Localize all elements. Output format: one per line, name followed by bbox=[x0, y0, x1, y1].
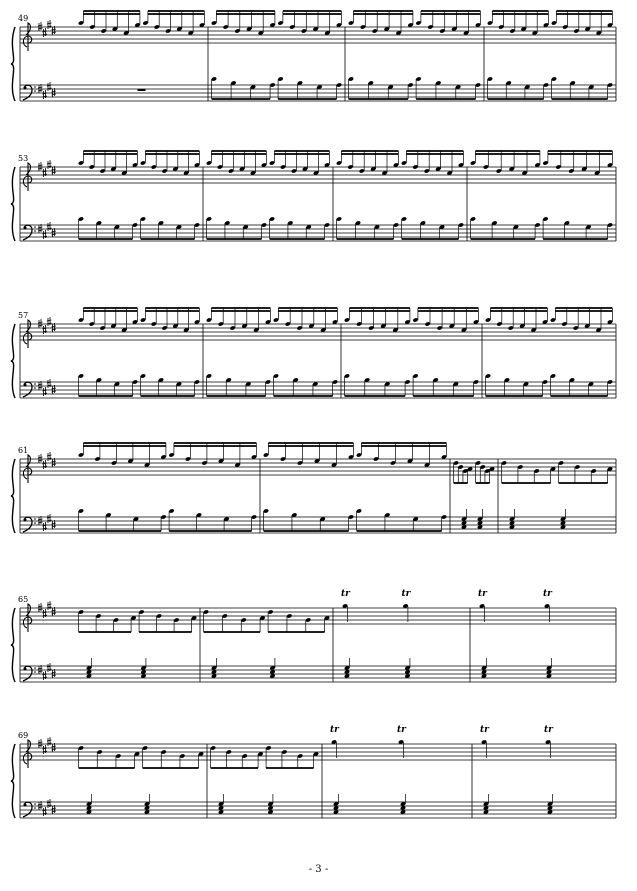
measure bbox=[331, 739, 406, 814]
trill-mark: tr bbox=[341, 589, 350, 599]
measure-number: 49 bbox=[18, 14, 29, 23]
brace bbox=[11, 27, 15, 101]
measure bbox=[206, 151, 330, 239]
measure bbox=[470, 151, 613, 239]
key-signature bbox=[38, 379, 56, 396]
measure bbox=[206, 308, 338, 396]
key-signature bbox=[38, 317, 56, 334]
trill-mark: tr bbox=[478, 589, 487, 599]
bass-clef-icon bbox=[23, 85, 36, 100]
key-signature bbox=[38, 20, 56, 37]
bass-clef-icon bbox=[23, 802, 36, 817]
music-system bbox=[11, 308, 616, 398]
brace bbox=[11, 167, 15, 241]
treble-staff bbox=[20, 324, 616, 340]
key-signature bbox=[38, 663, 56, 680]
key-signature bbox=[38, 601, 56, 618]
music-system bbox=[11, 11, 616, 101]
measure bbox=[487, 11, 613, 99]
measure bbox=[263, 443, 447, 531]
bass-clef-icon bbox=[23, 517, 36, 532]
brace bbox=[11, 324, 15, 398]
key-signature bbox=[38, 452, 56, 469]
measure bbox=[336, 151, 464, 239]
key-signature bbox=[38, 160, 56, 177]
measure-number: 57 bbox=[18, 311, 29, 320]
bass-clef-icon bbox=[23, 666, 36, 681]
brace bbox=[11, 608, 15, 682]
treble-staff bbox=[20, 608, 616, 624]
measure-number: 61 bbox=[18, 446, 29, 455]
music-system bbox=[11, 151, 616, 241]
bass-staff bbox=[20, 802, 616, 818]
bass-staff bbox=[20, 666, 616, 682]
measure bbox=[78, 151, 200, 239]
key-signature bbox=[38, 82, 56, 99]
measure bbox=[348, 11, 481, 99]
measure bbox=[479, 603, 552, 678]
measure-number: 65 bbox=[18, 595, 29, 604]
trill-mark: tr bbox=[401, 589, 411, 599]
trill-mark: tr bbox=[544, 725, 553, 735]
key-signature bbox=[38, 514, 56, 531]
trill-mark: tr bbox=[543, 589, 552, 599]
key-signature bbox=[38, 737, 56, 754]
bass-clef-icon bbox=[23, 382, 36, 397]
measure bbox=[344, 308, 479, 396]
treble-staff bbox=[20, 27, 616, 43]
measure bbox=[78, 308, 200, 396]
treble-staff bbox=[20, 744, 616, 760]
trill-mark: tr bbox=[330, 725, 339, 735]
brace bbox=[11, 459, 15, 533]
measure bbox=[342, 603, 411, 678]
measure-number: 69 bbox=[18, 731, 29, 740]
music-system bbox=[11, 443, 616, 533]
measure bbox=[211, 11, 342, 99]
key-signature bbox=[38, 222, 56, 239]
measure bbox=[485, 308, 613, 396]
page-number: - 3 - bbox=[308, 864, 329, 875]
measure-number: 53 bbox=[18, 154, 29, 163]
measure bbox=[481, 739, 553, 814]
measure bbox=[78, 11, 205, 91]
treble-staff bbox=[20, 167, 616, 183]
trill-mark: tr bbox=[397, 725, 406, 735]
key-signature bbox=[38, 799, 56, 816]
trill-mark: tr bbox=[480, 725, 489, 735]
measure bbox=[78, 443, 257, 531]
bass-clef-icon bbox=[23, 225, 36, 240]
brace bbox=[11, 744, 15, 818]
